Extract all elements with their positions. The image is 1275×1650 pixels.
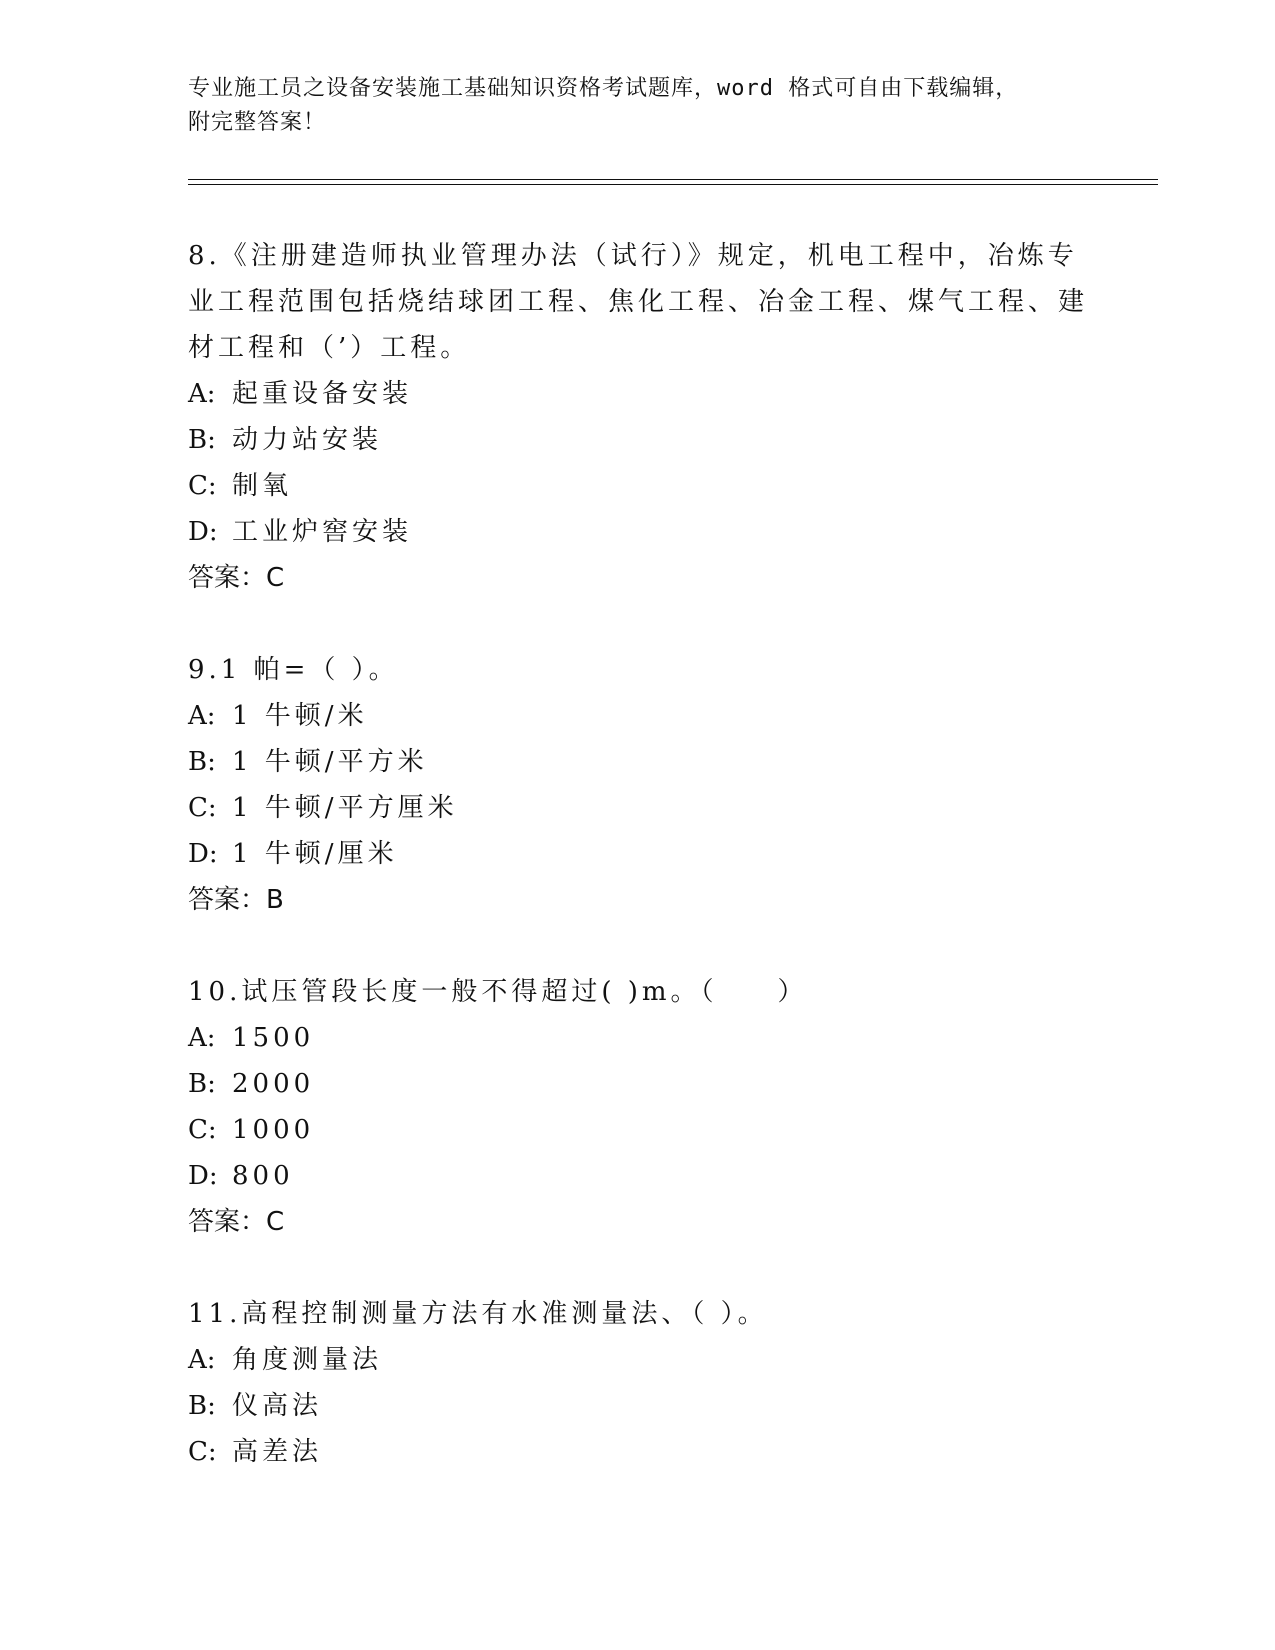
option-text: 角度测量法 (232, 1345, 383, 1375)
option-text: 仪高法 (232, 1391, 323, 1421)
option-letter: B: (188, 747, 216, 777)
option-letter: C: (188, 1437, 217, 1467)
question-stem: 11.高程控制测量方法有水准测量法、（ ）。 (188, 1299, 768, 1329)
option-text: 1 牛顿/米 (232, 701, 368, 731)
option-d (188, 1153, 1088, 1199)
option-letter: C: (188, 793, 217, 823)
option-letter: D: (188, 839, 218, 869)
question-10 (188, 969, 1088, 1245)
option-a (188, 1015, 1088, 1061)
option-a (188, 693, 1088, 739)
option-letter: B: (188, 425, 216, 455)
question-9 (188, 647, 1088, 923)
option-text: 1 牛顿/平方米 (232, 747, 428, 777)
option-letter: B: (188, 1391, 216, 1421)
question-list (188, 233, 1088, 1521)
option-c (188, 785, 1088, 831)
option-text: 1000 (232, 1115, 315, 1145)
option-letter: C: (188, 1115, 217, 1145)
option-letter: A: (188, 701, 216, 731)
header-line-2: 附完整答案！ (188, 110, 327, 135)
option-text: 1 牛顿/厘米 (232, 839, 398, 869)
answer-line: 答案：C (188, 563, 285, 593)
option-text: 2000 (232, 1069, 315, 1099)
option-text: 800 (232, 1161, 294, 1191)
option-letter: A: (188, 379, 216, 409)
question-stem: 8.《注册建造师执业管理办法（试行）》规定，机电工程中，冶炼专业工程范围包括烧结球团工程、焦化工程、冶金工程、煤气工程、建材工程和（’）工程。 (188, 241, 1089, 363)
answer-line: 答案：B (188, 885, 284, 915)
option-letter: D: (188, 517, 218, 547)
option-letter: C: (188, 471, 217, 501)
option-letter: A: (188, 1345, 216, 1375)
option-a (188, 1337, 1088, 1383)
option-text: 工业炉窖安装 (232, 517, 413, 547)
header-line-1: 专业施工员之设备安装施工基础知识资格考试题库，word 格式可自由下载编辑， (188, 76, 1019, 101)
answer-line: 答案：C (188, 1207, 285, 1237)
option-letter: A: (188, 1023, 216, 1053)
option-b (188, 1061, 1088, 1107)
option-text: 高差法 (232, 1437, 323, 1467)
question-stem: 9.1 帕=（ ）。 (188, 655, 399, 685)
option-letter: B: (188, 1069, 216, 1099)
option-text: 动力站安装 (232, 425, 383, 455)
option-text: 起重设备安装 (232, 379, 413, 409)
option-c (188, 1107, 1088, 1153)
header-rule-bottom (188, 184, 1158, 185)
option-d (188, 509, 1088, 555)
option-d (188, 831, 1088, 877)
option-b (188, 417, 1088, 463)
option-letter: D: (188, 1161, 218, 1191)
option-c (188, 1429, 1088, 1475)
question-11 (188, 1291, 1088, 1475)
option-a (188, 371, 1088, 417)
option-b (188, 739, 1088, 785)
option-text: 制氧 (232, 471, 293, 501)
header-rule-top (188, 179, 1158, 180)
option-text: 1 牛顿/平方厘米 (232, 793, 458, 823)
question-stem: 10.试压管段长度一般不得超过( )m。（ ） (188, 977, 808, 1007)
document-header (188, 72, 1068, 140)
option-text: 1500 (232, 1023, 315, 1053)
question-8 (188, 233, 1088, 601)
option-c (188, 463, 1088, 509)
option-b (188, 1383, 1088, 1429)
